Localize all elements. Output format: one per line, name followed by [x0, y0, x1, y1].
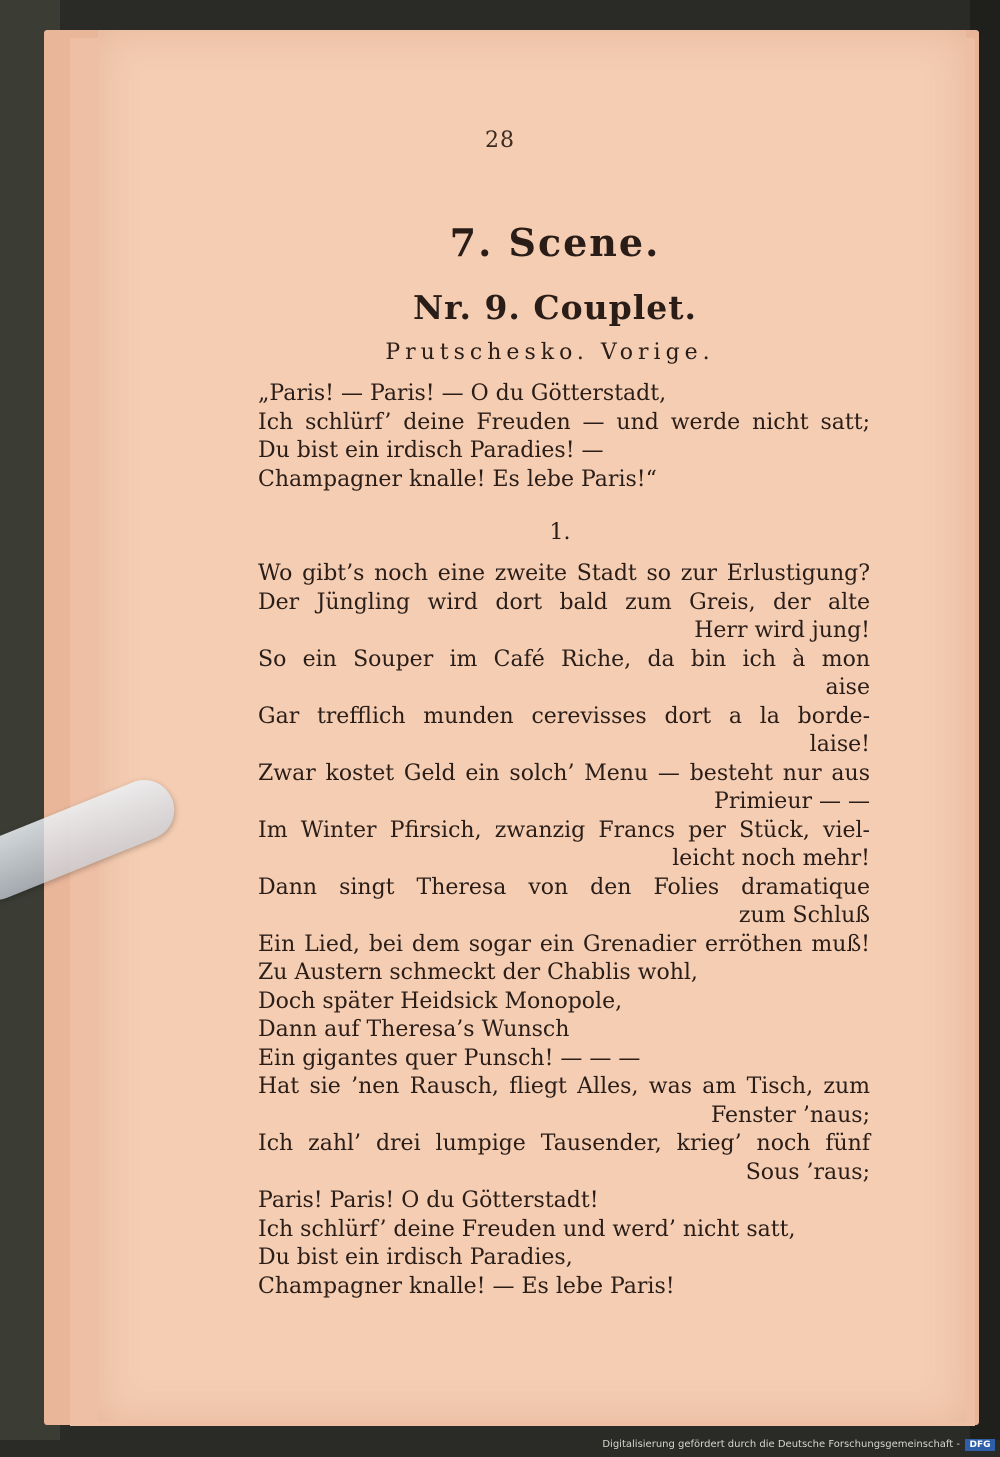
stanza-line: Dann auf Theresa’s Wunsch	[258, 1017, 570, 1042]
stanza-line: Dann singt Theresa von den Folies dramatique	[258, 874, 870, 900]
refrain-line: „Paris! — Paris! — O du Götterstadt,	[258, 381, 667, 406]
stanza-line: leicht noch mehr!	[672, 846, 870, 871]
couplet-title: Nr. 9. Couplet.	[412, 288, 698, 327]
stanza-line: Doch später Heidsick Monopole,	[258, 988, 623, 1014]
stanza-line: Sous ’raus;	[745, 1159, 870, 1185]
stanza-line: aise	[825, 675, 870, 700]
stanza-line: Champagner knalle! — Es lebe Paris!	[258, 1273, 675, 1299]
stanza-number: 1.	[549, 520, 571, 545]
stanza-line: Zu Austern schmeckt der Chablis wohl,	[258, 960, 698, 985]
stanza-line: Zwar kostet Geld ein solch’ Menu — besteht nur aus	[258, 760, 870, 786]
stanza-line: So ein Souper im Café Riche, da bin ich à mon	[258, 646, 870, 672]
refrain-line: Du bist ein irdisch Paradies! —	[258, 438, 604, 463]
digitization-credit: Digitalisierung gefördert durch die Deutsche Forschungsgemeinschaft -	[602, 1439, 960, 1450]
character-list: Prutschesko. Vorige.	[385, 340, 715, 365]
stanza-line: laise!	[809, 732, 870, 757]
stanza-line: Ein Lied, bei dem sogar ein Grenadier erröthen muß!	[258, 931, 870, 957]
stanza-line: Herr wird jung!	[694, 618, 870, 643]
stanza-line: Ein gigantes quer Punsch! — — —	[258, 1045, 641, 1071]
stanza-line: Ich schlürf’ deine Freuden und werd’ nicht satt,	[258, 1216, 796, 1242]
stanza-line: Der Jüngling wird dort bald zum Greis, der alte	[258, 589, 870, 615]
stanza-text	[258, 560, 870, 1301]
refrain-line: Ich schlürf’ deine Freuden — und werde nicht satt;	[258, 409, 870, 435]
page-number: 28	[485, 128, 515, 153]
refrain-line: Champagner knalle! Es lebe Paris!“	[258, 466, 657, 492]
stanza-line: Gar trefflich munden cerevisses dort a la borde-	[258, 703, 870, 729]
stanza-line: Du bist ein irdisch Paradies,	[258, 1245, 573, 1270]
scene-title: 7. Scene.	[449, 220, 661, 265]
stanza-line: Im Winter Pfirsich, zwanzig Francs per Stück, viel-	[258, 817, 870, 843]
stanza-line: Fenster ’naus;	[710, 1102, 870, 1128]
stanza-line: Hat sie ’nen Rausch, fliegt Alles, was am Tisch, zum	[258, 1074, 870, 1099]
stanza-line: Paris! Paris! O du Götterstadt!	[258, 1188, 599, 1213]
stanza-line: Ich zahl’ drei lumpige Tausender, krieg’ noch fünf	[258, 1131, 870, 1156]
stanza-line: zum Schluß	[738, 903, 870, 928]
stanza-line: Wo gibt’s noch eine zweite Stadt so zur Erlustigung?	[258, 561, 870, 586]
refrain-intro	[258, 380, 870, 494]
stanza-line: Primieur — —	[714, 789, 870, 814]
dfg-logo: DFG	[965, 1439, 995, 1451]
